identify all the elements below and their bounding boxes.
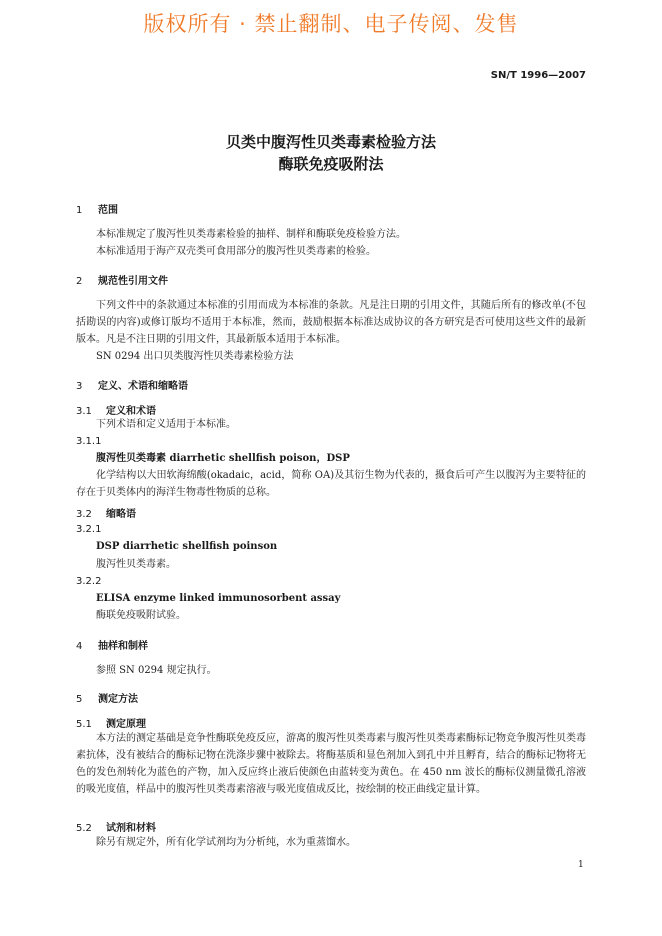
- document-title: 贝类中腹泻性贝类毒素检验方法: [225, 133, 436, 151]
- term-entry: 腹泻性贝类毒素 diarrhetic shellfish poison，DSP: [96, 453, 350, 464]
- abbreviation-definition: 酶联免疫吸附试验。: [96, 610, 186, 621]
- paragraph: 下列术语和定义适用于本标准。: [96, 419, 236, 430]
- section-title: 测定方法: [98, 694, 138, 705]
- section-number: 3.2: [76, 509, 92, 520]
- section-heading-2: [76, 272, 168, 287]
- section-number: 5.1: [76, 719, 92, 730]
- paragraph: 本标准规定了腹泻性贝类毒素检验的抽样、制样和酶联免疫检验方法。: [96, 229, 406, 240]
- paragraph: 本方法的测定基础是竞争性酶联免疫反应，游离的腹泻性贝类毒素与腹泻性贝类毒素酶标记物竞争腹泻性贝类毒素抗体，没有被结合的酶标记物在洗涤步骤中被除去。将酶基质和显色剂加入到孔中并且孵育，结合的酶标记物将无色的发色剂转化为蓝色的产物，加入反应终止液后使颜色由蓝转变为黄色。在 450 nm 波长的酶标仪测量微孔溶液的吸光度值，样品中的腹泻性贝类毒素溶液与吸光度值成反比，按绘制的校正曲线定量计算。: [76, 733, 586, 795]
- section-number: 3: [76, 381, 83, 392]
- section-heading-4: [76, 637, 148, 652]
- section-title: 范围: [98, 205, 118, 216]
- term-definition: 化学结构以大田软海绵酸(okadaic，acid，简称 OA)及其衍生物为代表的，摄食后可产生以腹泻为主要特征的存在于贝类体内的海洋生物毒性物质的总称。: [76, 470, 586, 498]
- section-heading-5: [76, 690, 138, 705]
- section-title: 抽样和制样: [98, 641, 148, 652]
- standard-code: SN/T 1996—2007: [490, 70, 586, 81]
- section-number: 3.1: [76, 406, 92, 417]
- paragraph: 参照 SN 0294 规定执行。: [96, 665, 217, 676]
- paragraph: 本标准适用于海产双壳类可食用部分的腹泻性贝类毒素的检验。: [96, 246, 376, 257]
- clause-number-3-2-1: 3.2.1: [76, 524, 102, 535]
- normative-reference: SN 0294 出口贝类腹泻性贝类毒素检验方法: [96, 351, 294, 362]
- section-title: 规范性引用文件: [98, 276, 168, 287]
- subsection-heading-5-2: [76, 819, 156, 834]
- section-title: 定义和术语: [106, 406, 156, 417]
- abbreviation-entry: ELISA enzyme linked immunosorbent assay: [96, 593, 341, 604]
- section-number: 5: [76, 694, 83, 705]
- section-title: 定义、术语和缩略语: [98, 381, 188, 392]
- subsection-heading-5-1: [76, 715, 146, 730]
- section-number: 2: [76, 276, 83, 287]
- section-number: 5.2: [76, 823, 92, 834]
- paragraph: 除另有规定外，所有化学试剂均为分析纯，水为重蒸馏水。: [96, 837, 356, 848]
- subsection-heading-3-1: [76, 402, 156, 417]
- subsection-heading-3-2: [76, 505, 136, 520]
- paragraph: 下列文件中的条款通过本标准的引用而成为本标准的条款。凡是注日期的引用文件，其随后所有的修改单(不包括勘误的内容)或修订版均不适用于本标准，然而，鼓励根据本标准达成协议的各方研究是否可使用这些文件的最新版本。凡是不注日期的引用文件，其最新版本适用于本标准。: [76, 300, 586, 345]
- copyright-banner: 版权所有 · 禁止翻制、电子传阅、发售: [143, 12, 519, 36]
- page-number: 1: [578, 860, 584, 870]
- clause-number-3-2-2: 3.2.2: [76, 576, 102, 587]
- section-heading-3: [76, 377, 188, 392]
- section-title: 试剂和材料: [106, 823, 156, 834]
- abbreviation-definition: 腹泻性贝类毒素。: [96, 559, 176, 570]
- section-number: 4: [76, 641, 83, 652]
- clause-number-3-1-1: 3.1.1: [76, 436, 102, 447]
- section-title: 测定原理: [106, 719, 146, 730]
- document-subtitle: 酶联免疫吸附法: [278, 155, 384, 173]
- section-heading-1: [76, 201, 118, 216]
- section-number: 1: [76, 205, 83, 216]
- abbreviation-entry: DSP diarrhetic shellfish poinson: [96, 541, 278, 552]
- section-title: 缩略语: [106, 509, 136, 520]
